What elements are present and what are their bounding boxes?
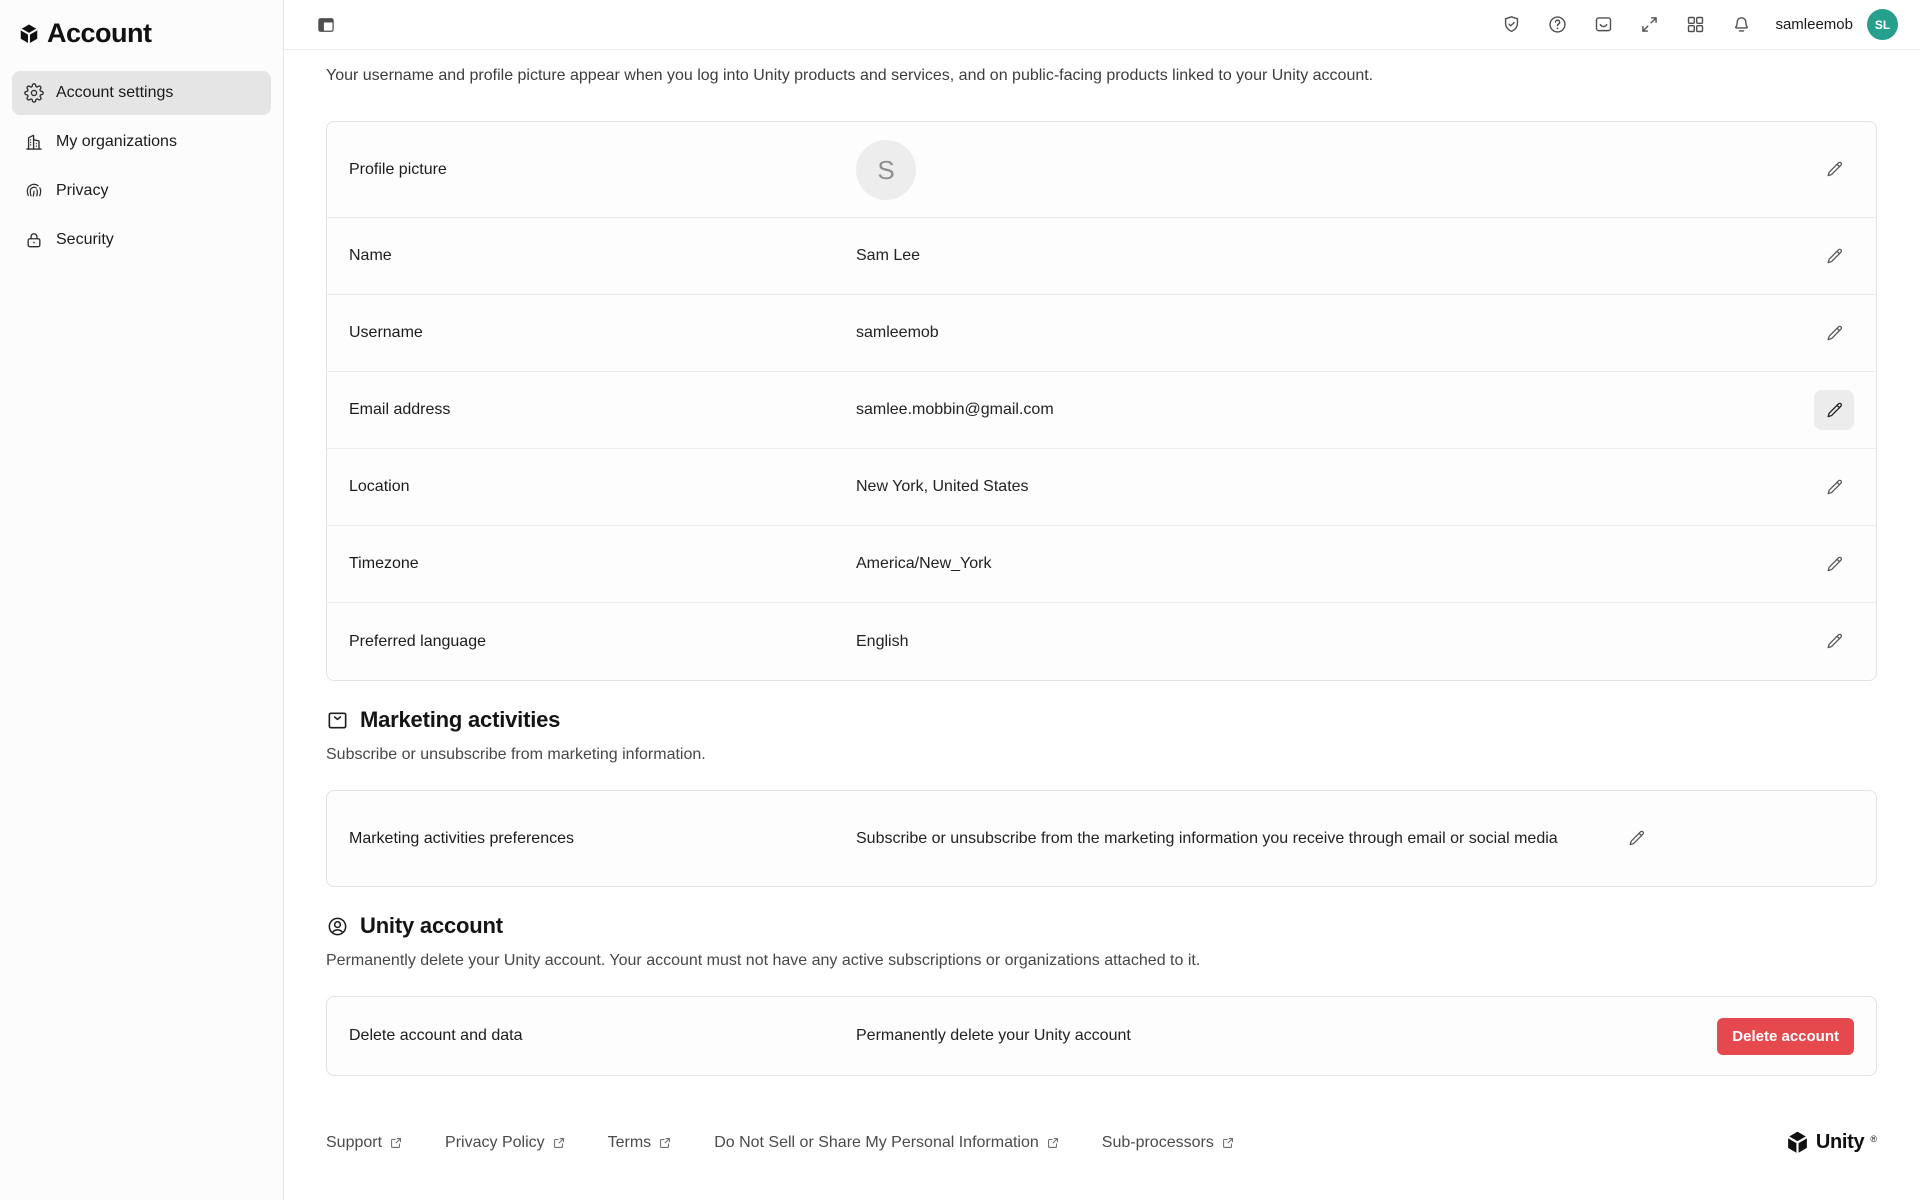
profile-section-description: Your username and profile picture appear when you log into Unity products and services, and on public-facing products linked to your Unity account. <box>326 67 1374 84</box>
sidebar-item-security[interactable] <box>12 218 271 262</box>
row-value: samleemob <box>856 324 939 341</box>
footer-link-label: Do Not Sell or Share My Personal Information <box>714 1133 1039 1151</box>
row-label: Delete account and data <box>349 1027 523 1044</box>
unity-brand <box>1785 1130 1877 1155</box>
table-row-location <box>327 449 1876 526</box>
table-row-email <box>327 372 1876 449</box>
row-label: Username <box>349 324 423 341</box>
external-link-icon <box>389 1136 403 1150</box>
user-avatar[interactable]: SL <box>1867 9 1898 40</box>
apps-grid-icon <box>1685 14 1706 35</box>
section-title: Marketing activities <box>360 707 561 732</box>
pencil-icon <box>1825 632 1844 651</box>
row-value <box>856 140 1814 200</box>
unity-brand-name: Unity <box>1815 1131 1865 1153</box>
row-value: America/New_York <box>856 555 992 572</box>
lock-icon <box>24 230 44 250</box>
row-label: Marketing activities preferences <box>349 829 574 847</box>
marketing-preferences-card <box>326 790 1877 887</box>
row-label: Name <box>349 247 392 264</box>
row-value: Sam Lee <box>856 247 921 264</box>
edit-profile-picture-button[interactable] <box>1814 150 1854 190</box>
notifications-button[interactable] <box>1723 7 1759 43</box>
table-row-marketing-preferences <box>327 791 1876 886</box>
sidebar-item-privacy[interactable] <box>12 169 271 213</box>
table-row-timezone <box>327 526 1876 603</box>
shield-check-icon <box>1501 14 1522 35</box>
row-label: Location <box>349 478 410 495</box>
footer-links <box>326 1134 1235 1152</box>
row-label: Preferred language <box>349 632 486 650</box>
pencil-icon <box>1825 478 1844 497</box>
unity-logo-icon <box>1785 1130 1810 1155</box>
panel-toggle-icon <box>316 15 336 35</box>
help-button[interactable] <box>1539 7 1575 43</box>
pencil-icon <box>1825 160 1844 179</box>
table-row-username <box>327 295 1876 372</box>
external-link-icon <box>552 1136 566 1150</box>
table-row-profile-picture <box>327 122 1876 218</box>
marketing-section-description: Subscribe or unsubscribe from marketing information. <box>326 746 706 763</box>
fullscreen-button[interactable] <box>1631 7 1667 43</box>
table-row-name <box>327 218 1876 295</box>
mail-icon <box>326 709 349 732</box>
edit-username-button[interactable] <box>1814 313 1854 353</box>
footer-link-label: Sub-processors <box>1101 1133 1214 1151</box>
table-row-delete-account <box>327 997 1876 1075</box>
profile-settings-table <box>326 121 1877 681</box>
sidebar-toggle-button[interactable] <box>308 7 344 43</box>
help-circle-icon <box>1547 14 1568 35</box>
topbar-actions <box>1493 7 1898 43</box>
fingerprint-icon <box>24 181 44 201</box>
pencil-icon <box>1825 555 1844 574</box>
topbar-username: samleemob <box>1775 16 1853 33</box>
row-value: New York, United States <box>856 478 1029 495</box>
row-label: Profile picture <box>349 160 447 178</box>
topbar <box>284 0 1920 50</box>
sidebar-item-account-settings[interactable] <box>12 71 271 115</box>
footer-link-label: Support <box>326 1133 383 1151</box>
footer-link-label: Terms <box>607 1133 652 1151</box>
marketing-section-header <box>326 707 1877 733</box>
row-label: Email address <box>349 401 451 418</box>
footer <box>326 1130 1877 1183</box>
external-link-icon <box>1046 1136 1060 1150</box>
edit-email-button[interactable] <box>1814 390 1854 430</box>
edit-language-button[interactable] <box>1814 622 1854 662</box>
apps-grid-button[interactable] <box>1677 7 1713 43</box>
section-title: Unity account <box>360 913 503 938</box>
main-area <box>284 0 1920 1200</box>
footer-link-sub-processors[interactable] <box>1102 1134 1235 1152</box>
footer-link-do-not-sell[interactable] <box>714 1134 1060 1152</box>
unity-logo-icon <box>18 23 40 45</box>
feedback-icon <box>1593 14 1614 35</box>
footer-link-label: Privacy Policy <box>445 1133 545 1151</box>
footer-link-support[interactable] <box>326 1134 403 1152</box>
sidebar <box>0 0 284 1200</box>
sidebar-item-my-organizations[interactable] <box>12 120 271 164</box>
external-link-icon <box>1221 1136 1235 1150</box>
external-link-icon <box>658 1136 672 1150</box>
bell-icon <box>1731 14 1752 35</box>
profile-picture-avatar: S <box>856 140 916 200</box>
footer-link-terms[interactable] <box>608 1134 673 1152</box>
sidebar-item-label: Account settings <box>56 84 174 101</box>
sidebar-item-label: My organizations <box>56 133 177 150</box>
edit-timezone-button[interactable] <box>1814 544 1854 584</box>
sidebar-item-label: Security <box>56 231 114 248</box>
pencil-icon <box>1627 829 1646 848</box>
row-label: Timezone <box>349 555 419 572</box>
table-row-preferred-language <box>327 603 1876 680</box>
app-header <box>0 0 283 65</box>
fullscreen-icon <box>1639 14 1660 35</box>
sidebar-nav <box>0 65 283 268</box>
delete-account-card <box>326 996 1877 1076</box>
feedback-button[interactable] <box>1585 7 1621 43</box>
unity-account-section-header <box>326 913 1877 939</box>
row-value: Subscribe or unsubscribe from the marketing information you receive through email or social media <box>856 829 1558 847</box>
building-icon <box>24 132 44 152</box>
edit-location-button[interactable] <box>1814 467 1854 507</box>
app-title: Account <box>47 18 152 48</box>
edit-marketing-preferences-button[interactable] <box>1616 819 1656 859</box>
sidebar-item-label: Privacy <box>56 182 109 199</box>
edit-name-button[interactable] <box>1814 236 1854 276</box>
gear-icon <box>24 83 44 103</box>
registered-trademark: ® <box>1870 1133 1877 1144</box>
pencil-icon <box>1825 324 1844 343</box>
privacy-shield-button[interactable] <box>1493 7 1529 43</box>
person-circle-icon <box>326 915 349 938</box>
content <box>284 50 1920 1200</box>
row-value: samlee.mobbin@gmail.com <box>856 401 1054 418</box>
unity-account-section-description: Permanently delete your Unity account. Your account must not have any active subscriptions or organizations attached to it. <box>326 952 1201 969</box>
row-value: Permanently delete your Unity account <box>856 1027 1131 1044</box>
row-value: English <box>856 632 909 650</box>
pencil-icon <box>1825 247 1844 266</box>
pencil-icon <box>1825 401 1844 420</box>
footer-link-privacy-policy[interactable] <box>445 1134 566 1152</box>
delete-account-button[interactable]: Delete account <box>1717 1018 1854 1055</box>
